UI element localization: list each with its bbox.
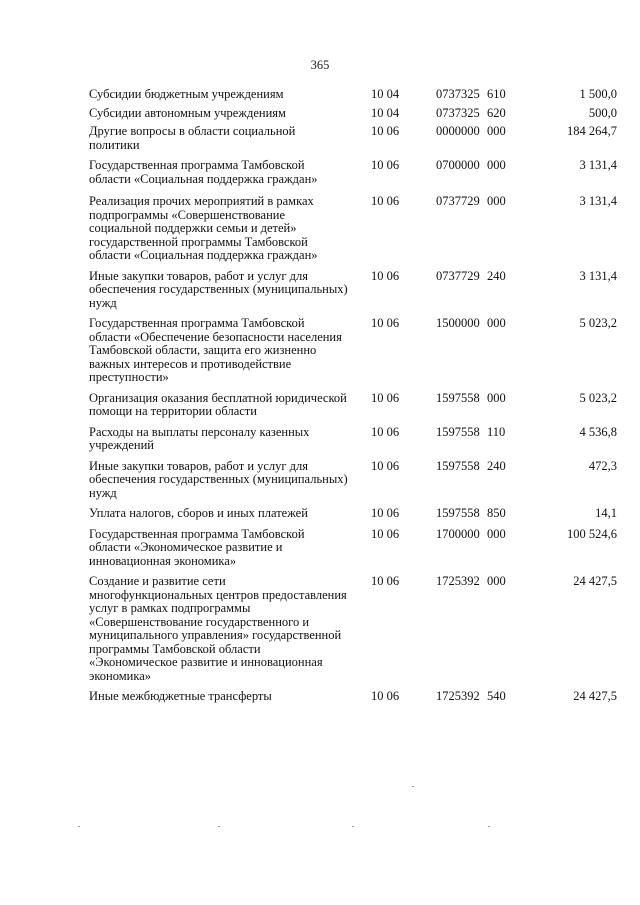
row-amount: 184 264,7 [567, 124, 617, 138]
row-section-code: 10 06 [371, 526, 400, 541]
row-name: Субсидии бюджетным учреждениям [89, 87, 284, 101]
row-target-code: 1500000 [436, 316, 480, 330]
row-name: Организация оказания бесплатной юридической помощи на территории области [89, 390, 347, 418]
table-row [89, 526, 617, 569]
row-target-code: 0737729 [436, 194, 480, 208]
row-amount: 500,0 [588, 105, 617, 120]
row-section-code: 10 06 [371, 124, 400, 138]
row-target-code: 1597558 [436, 458, 480, 473]
row-expense-type: 240 [487, 458, 506, 473]
row-name: Создание и развитие сети многофункциональных центров предоставления услуг в рамках подпрограммы «Совершенствование государственного и муниципального управления» государственной программы Тамбовской области «Экономическое развитие и инновационная экономика» [89, 574, 347, 683]
row-name: Иные закупки товаров, работ и услуг для обеспечения государственных (муниципальных) нужд [89, 458, 348, 500]
row-section-code: 10 06 [371, 458, 400, 473]
row-target-code: 0000000 [436, 124, 480, 138]
row-amount: 24 427,5 [573, 574, 617, 588]
row-expense-type: 000 [487, 574, 506, 588]
row-section-code: 10 04 [371, 105, 400, 120]
row-section-code: 10 06 [371, 689, 400, 703]
row-expense-type: 000 [487, 316, 506, 330]
table-row [89, 87, 617, 102]
row-section-code: 10 04 [371, 87, 400, 101]
row-name: Иные закупки товаров, работ и услуг для обеспечения государственных (муниципальных) нужд [89, 268, 348, 310]
page-number: 365 [310, 58, 330, 72]
row-name: Другие вопросы в области социальной политики [89, 124, 296, 152]
row-expense-type: 540 [487, 689, 506, 703]
row-expense-type: 110 [487, 424, 506, 439]
scan-speck [412, 786, 414, 787]
row-name: Расходы на выплаты персоналу казенных учреждений [89, 424, 310, 452]
row-amount: 3 131,4 [579, 194, 617, 208]
row-section-code: 10 06 [371, 194, 400, 208]
row-amount: 14,1 [595, 506, 617, 520]
row-amount: 5 023,2 [579, 316, 617, 330]
row-target-code: 1725392 [436, 574, 480, 588]
table-row [89, 194, 617, 263]
row-expense-type: 000 [487, 526, 506, 541]
row-amount: 3 131,4 [579, 158, 617, 172]
row-amount: 100 524,6 [567, 526, 617, 541]
row-target-code: 0737729 [436, 268, 480, 283]
row-amount: 5 023,2 [579, 390, 617, 405]
row-section-code: 10 06 [371, 268, 400, 283]
row-expense-type: 000 [487, 124, 506, 138]
table-row [89, 268, 617, 311]
row-target-code: 1597558 [436, 506, 480, 520]
scan-speck [78, 826, 80, 827]
row-amount: 3 131,4 [579, 268, 617, 283]
row-name: Уплата налогов, сборов и иных платежей [89, 506, 308, 520]
table-row [89, 506, 617, 521]
scan-speck [488, 826, 490, 827]
table-row [89, 105, 617, 121]
row-expense-type: 850 [487, 506, 506, 520]
row-amount: 1 500,0 [579, 87, 617, 101]
table-row [89, 390, 617, 419]
row-expense-type: 000 [487, 158, 506, 172]
row-expense-type: 610 [487, 87, 506, 101]
row-expense-type: 000 [487, 390, 506, 405]
row-expense-type: 000 [487, 194, 506, 208]
budget-table [89, 87, 617, 704]
row-expense-type: 620 [487, 105, 506, 120]
row-amount: 472,3 [588, 458, 617, 473]
row-section-code: 10 06 [371, 158, 400, 172]
table-row [89, 316, 617, 385]
table-row [89, 158, 617, 186]
row-name: Государственная программа Тамбовской области «Социальная поддержка граждан» [89, 158, 318, 186]
row-amount: 4 536,8 [579, 424, 617, 439]
row-target-code: 0737325 [436, 87, 480, 101]
row-section-code: 10 06 [371, 506, 400, 520]
scan-speck [218, 826, 220, 827]
row-name: Государственная программа Тамбовской области «Обеспечение безопасности населения Тамбовской области, защита его жизненно важных интересов и противодействие преступности» [89, 316, 342, 384]
table-row [89, 574, 617, 683]
row-name: Иные межбюджетные трансферты [89, 689, 272, 703]
row-name: Реализация прочих мероприятий в рамках подпрограммы «Совершенствование социальной поддержки семьи и детей» государственной программы Тамбовской области «Социальная поддержка граждан» [89, 194, 318, 262]
row-name: Государственная программа Тамбовской области «Экономическое развитие и инновационная экономика» [89, 526, 305, 568]
row-expense-type: 240 [487, 268, 506, 283]
row-target-code: 1725392 [436, 689, 480, 703]
row-section-code: 10 06 [371, 424, 400, 439]
row-target-code: 0737325 [436, 105, 480, 120]
scan-speck [352, 826, 354, 827]
row-target-code: 1597558 [436, 390, 480, 405]
row-section-code: 10 06 [371, 574, 400, 588]
row-target-code: 0700000 [436, 158, 480, 172]
row-target-code: 1700000 [436, 526, 480, 541]
table-row [89, 424, 617, 453]
table-row [89, 124, 617, 152]
table-row [89, 689, 617, 704]
table-row [89, 458, 617, 501]
row-target-code: 1597558 [436, 424, 480, 439]
row-section-code: 10 06 [371, 390, 400, 405]
row-amount: 24 427,5 [573, 689, 617, 703]
row-name: Субсидии автономным учреждениям [89, 105, 286, 120]
row-section-code: 10 06 [371, 316, 400, 330]
